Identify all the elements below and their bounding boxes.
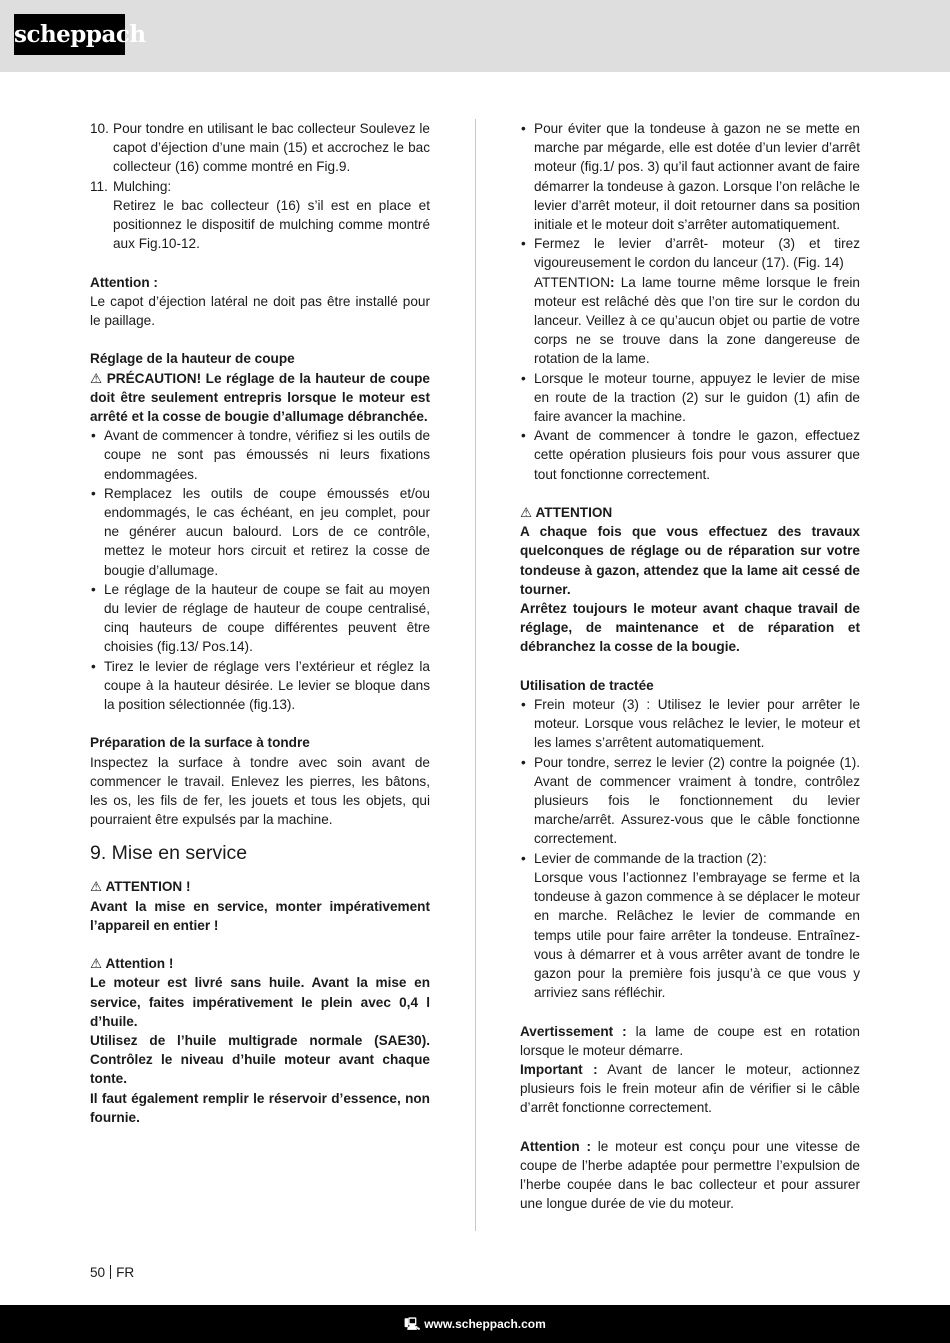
tractee-list [520,695,860,1002]
attention-text: A chaque fois que vous effectuez des travaux quelconques de réglage ou de réparation sur votre tondeuse à gazon, attendez que la lame ait cessé de tourner. [520,524,860,597]
section-heading: 9. Mise en service [90,842,248,865]
website-link[interactable]: www.scheppach.com [424,1317,546,1331]
list-item: • Fermez le levier d’arrêt- moteur (3) et tirez vigoureusement le cordon du lanceur (17). (Fig. 14) ATTENTION: La lame tourne même lorsque le frein moteur est relâché dès que l’on tire sur le cordon du lanceur. Veillez à ce qu’aucun objet ou partie de votre corps ne se trouve dans la zone dangereuse de rotation de la lame. [520,234,860,368]
attention-heading: ⚠ ATTENTION ! [90,877,430,896]
precaution-warning [90,369,430,427]
attention-text: Le moteur est livré sans huile. Avant la mise en service, faites impérativement le plein avec 0,4 l d’huile. [90,975,430,1029]
item-text: Pour tondre en utilisant le bac collecteur Soulevez le capot d’éjection d’une main (15) et accrochez le bac collecteur (16) comme montré en Fig.9. [113,121,430,175]
demarrage-list [520,119,860,484]
left-column [90,119,430,1127]
list-item: • Lorsque le moteur tourne, appuyez le levier de mise en route de la traction (2) sur le guidon (1) afin de faire avancer la machine. [520,369,860,427]
warning-icon: ⚠ [90,956,103,972]
item-number: 10. [90,121,109,136]
item-number: 11. [90,178,108,194]
column-divider [475,119,476,1231]
attention-text: Arrêtez toujours le moteur avant chaque travail de réglage, de maintenance et de réparation et débranchez la cosse de la bougie. [520,601,860,655]
warning-icon: ⚠ [520,505,533,521]
attention-heading: ⚠ Attention ! [90,954,430,973]
list-item: • Pour tondre, serrez le levier (2) contre la poignée (1). Avant de commencer vraiment à tondre, contrôlez plusieurs fois le fonctionnement du levier marche/arrêt. Assurez-vous que le câble fonctionne correctement. [520,753,860,849]
attention-text: Le capot d’éjection latéral ne doit pas être installé pour le paillage. [90,293,430,329]
important-paragraph: Important : Avant de lancer le moteur, actionnez plusieurs fois le frein moteur afin de vérifier si le câble d’arrêt fonctionne correctement. [520,1061,860,1116]
warning-icon: ⚠ [90,370,103,386]
list-item-11 [90,177,430,196]
attention-heading: Attention : [90,274,158,290]
brand-logo: scheppach [14,14,125,55]
mulching-text: Retirez le bac collecteur (16) s’il est en place et positionnez le dispositif de mulching comme montré aux Fig.10-12. [113,197,430,252]
list-item: • Tirez le levier de réglage vers l’extérieur et réglez la coupe à la hauteur désirée. Le levier se bloque dans la position sélectionnée (fig.13). [90,657,430,715]
list-item: • Levier de commande de la traction (2): Lorsque vous l’actionnez l’embrayage se ferme et la tondeuse à gazon commence à se déplacer le moteur en marche. Relâchez le levier de commande en temps utile pour faire arrêter la tondeuse. Entraînez-vous à démarrer et à vous arrêter avant de tondre le gazon pour la première fois jusqu’à ce que vous y arriviez sans réfléchir. [520,849,860,1003]
computer-icon: 🖳 [404,1317,421,1331]
warning-icon: ⚠ [90,879,103,895]
list-item: • Le réglage de la hauteur de coupe se fait au moyen du levier de réglage de hauteur de coupe centralisé, cinq hauteurs de coupe différentes peuvent être choisies (fig.13/ Pos.14). [90,580,430,657]
attention-inline-label: ATTENTION [534,274,611,290]
footer-bar [0,1305,950,1343]
list-item: • Pour éviter que la tondeuse à gazon ne se mette en marche par mégarde, elle est dotée d’un levier d’arrêt moteur (fig.1/ pos. 3) qu’il faut actionner avant de faire démarrer la tondeuse à gazon. Lorsque l’on relâche le levier d’arrêt moteur, il doit retourner dans sa position initiale et le moteur doit s’arrêter automatiquement. [520,119,860,234]
attention-paragraph: Attention : le moteur est conçu pour une vitesse de coupe de l’herbe adaptée pour permettre l’expulsion de l’herbe coupée dans le bac collecteur et pour assurer une longue durée de vie du moteur. [520,1138,861,1212]
attention-inline-text: La lame tourne même lorsque le frein moteur est relâché dès que l’on tire sur le cordon du lanceur. Veillez à ce qu’aucun objet ou partie de votre corps ne se trouve dans la zone dangereuse de rotation de la lame. [534,274,860,367]
item-title: Mulching: [113,178,172,194]
attention-heading: ⚠ ATTENTION [520,503,860,522]
section-subtitle: Préparation de la surface à tondre [90,735,310,751]
reglage-list [90,426,430,714]
section-subtitle: Réglage de la hauteur de coupe [90,351,295,367]
language-code: FR [116,1265,135,1280]
preparation-text: Inspectez la surface à tondre avec soin avant de commencer le travail. Enlevez les pierres, les bâtons, les os, les fils de fer, les jouets et tous les objets, qui pourraient être expulsés par la machine. [90,754,430,828]
list-item-10 [90,119,430,177]
list-item: • Frein moteur (3) : Utilisez le levier pour arrêter le moteur. Lorsque vous relâchez le levier, le moteur et les lames s’arrêtent automatiquement. [520,695,860,753]
precaution-text: PRÉCAUTION! Le réglage de la hauteur de coupe doit être seulement entrepris lorsque le moteur est arrêté et la cosse de bougie d’allumage débranchée. [90,370,430,425]
list-item: • Avant de commencer à tondre, vérifiez si les outils de coupe ne sont pas émoussés ni leurs fixations endommagées. [90,426,430,484]
attention-text: Il faut également remplir le réservoir d’essence, non fournie. [90,1090,430,1125]
page-number: 50 FR [90,1265,135,1280]
right-column [520,119,860,1214]
avertissement-paragraph: Avertissement : la lame de coupe est en rotation lorsque le moteur démarre. [520,1023,860,1058]
list-item: • Avant de commencer à tondre le gazon, effectuez cette opération plusieurs fois pour vous assurer que tout fonctionne correctement. [520,426,860,484]
list-item: • Remplacez les outils de coupe émoussés et/ou endommagés, le cas échéant, en jeu complet, pour ne générer aucun balourd. Lors de ce contrôle, mettez le moteur hors circuit et retirez la cosse de bougie d’allumage. [90,484,430,580]
section-subtitle: Utilisation de tractée [520,677,654,693]
attention-text: Avant la mise en service, monter impérativement l’appareil en entier ! [90,898,430,933]
attention-text: Utilisez de l’huile multigrade normale (SAE30). Contrôlez le niveau d’huile moteur avant chaque tonte. [90,1033,430,1087]
header-bar [0,0,950,72]
